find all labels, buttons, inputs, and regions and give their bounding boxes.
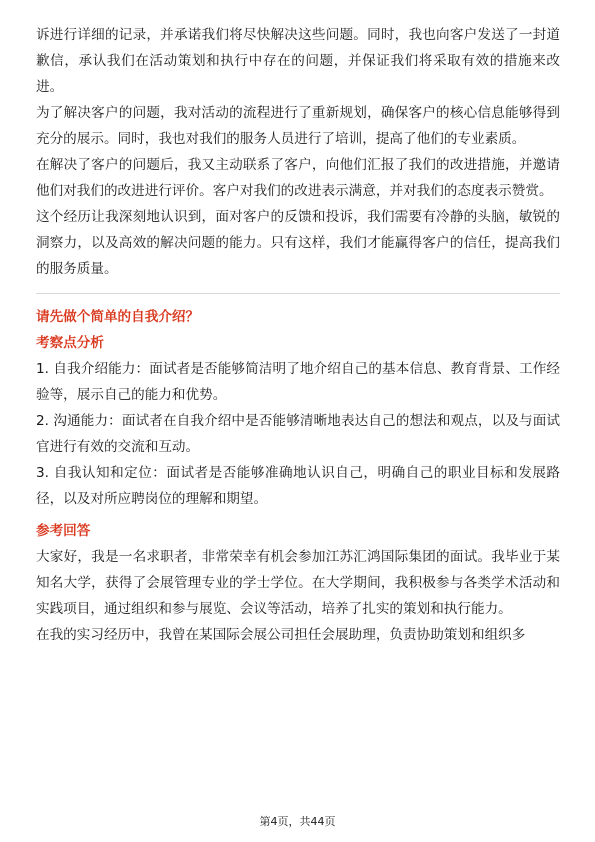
page-content	[36, 22, 560, 648]
answer-paragraph: 大家好，我是一名求职者，非常荣幸有机会参加江苏汇鸿国际集团的面试。我毕业于某知名大学，获得了会展管理专业的学士学位。在大学期间，我积极参与各类学术活动和实践项目，通过组织和参与展览、会议等活动，培养了扎实的策划和执行能力。	[36, 549, 560, 617]
section-divider	[36, 293, 560, 294]
body-paragraph: 为了解决客户的问题，我对活动的流程进行了重新规划，确保客户的核心信息能够得到充分的展示。同时，我也对我们的服务人员进行了培训，提高了他们的专业素质。	[36, 105, 560, 147]
analysis-item: 3. 自我认知和定位：面试者是否能够准确地认识自己，明确自己的职业目标和发展路径，以及对所应聘岗位的理解和期望。	[36, 465, 560, 507]
answer-heading: 参考回答	[36, 523, 91, 539]
body-paragraph: 诉进行详细的记录，并承诺我们将尽快解决这些问题。同时，我也向客户发送了一封道歉信，承认我们在活动策划和执行中存在的问题，并保证我们将采取有效的措施来改进。	[36, 27, 560, 95]
body-paragraph: 在解决了客户的问题后，我又主动联系了客户，向他们汇报了我们的改进措施，并邀请他们对我们的改进进行评价。客户对我们的改进表示满意，并对我们的态度表示赞赏。	[36, 157, 560, 199]
body-paragraph: 这个经历让我深刻地认识到，面对客户的反馈和投诉，我们需要有冷静的头脑，敏锐的洞察力，以及高效的解决问题的能力。只有这样，我们才能赢得客户的信任，提高我们的服务质量。	[36, 209, 560, 277]
analysis-item: 1. 自我介绍能力：面试者是否能够简洁明了地介绍自己的基本信息、教育背景、工作经验等，展示自己的能力和优势。	[36, 361, 560, 403]
analysis-heading: 考察点分析	[36, 335, 104, 351]
question-title: 请先做个简单的自我介绍？	[36, 309, 200, 325]
page-number: 第4页，共44页	[259, 815, 336, 828]
analysis-item: 2. 沟通能力：面试者在自我介绍中是否能够清晰地表达自己的想法和观点，以及与面试官进行有效的交流和互动。	[36, 413, 560, 455]
answer-paragraph: 在我的实习经历中，我曾在某国际会展公司担任会展助理，负责协助策划和组织多	[36, 627, 526, 643]
